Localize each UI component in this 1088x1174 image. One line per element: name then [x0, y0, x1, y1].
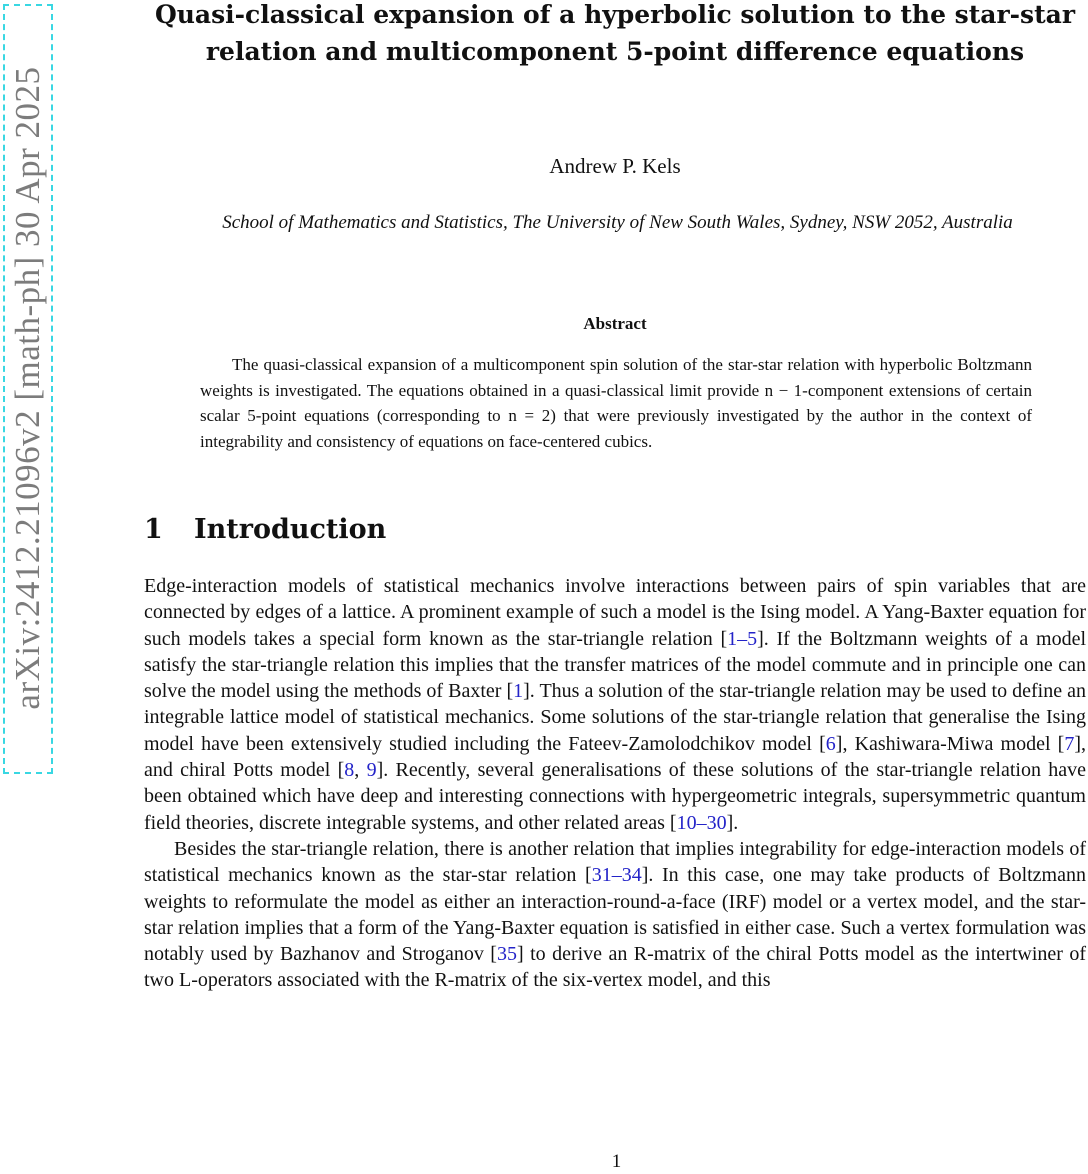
author-name: Andrew P. Kels [549, 154, 681, 178]
author-affiliation: School of Mathematics and Statistics, The University of New South Wales, Sydney, NSW 2052, Australia [222, 212, 1013, 233]
citation-link[interactable]: 10–30 [676, 811, 727, 834]
citation-link[interactable]: 7 [1064, 732, 1075, 755]
section-heading [144, 514, 386, 545]
citation-link[interactable]: 31–34 [591, 864, 642, 887]
section-number: 1 [144, 514, 163, 545]
body-text [144, 573, 1086, 994]
citation-link[interactable]: 35 [496, 943, 517, 966]
abstract-text: The quasi-classical expansion of a multicomponent spin solution of the star-star relation with hyperbolic Boltzmann weights is investigated. The equations obtained in a quasi-classical limit provide n − 1-component extensions of certain scalar 5-point equations (corresponding to n = 2) that were previously investigated by the author in the context of integrability and consistency of equations on face-centered cubics. [200, 355, 1032, 451]
arxiv-stamp[interactable]: arXiv:2412.21096v2 [math-ph] 30 Apr 2025 [8, 66, 47, 710]
citation-link[interactable]: 1 [513, 680, 524, 703]
citation-link[interactable]: 1–5 [727, 627, 758, 650]
section-title: Introduction [194, 514, 387, 545]
paragraph: Edge-interaction models of statistical mechanics involve interactions between pairs of spin variables that are connected by edges of a lattice. A prominent example of such a model is the Ising model. A Yang-Baxter equation for such models takes a special form known as the star-triangle relation [1–5]. If the Boltzmann weights of a model satisfy the star-triangle relation this implies that the transfer matrices of the model commute and in principle one can solve the model using the methods of Baxter [1]. Thus a solution of the star-triangle relation may be used to define an integrable lattice model of statistical mechanics. Some solutions of the star-triangle relation that generalise the Ising model have been extensively studied including the Fateev-Zamolodchikov model [6], Kashiwara-Miwa model [7], and chiral Potts model [8, 9]. Recently, several generalisations of these solutions of the star-triangle relation have been obtained which have deep and interesting connections with hypergeometric integrals, supersymmetric quantum field theories, discrete integrable systems, and other related areas [10–30]. [144, 575, 1087, 834]
abstract-heading: Abstract [583, 314, 647, 333]
citation-link[interactable]: 8 [344, 759, 355, 782]
paper-title: Quasi-classical expansion of a hyperbolic solution to the star-star relation and multicomponent 5-point difference equations [154, 0, 1076, 66]
paragraph: Besides the star-triangle relation, there is another relation that implies integrability for edge-interaction models of statistical mechanics known as the star-star relation [31–34]. In this case, one may take products of Boltzmann weights to reformulate the model as either an interaction-round-a-face (IRF) model or a vertex model, and the star-star relation implies that a form of the Yang-Baxter equation is satisfied in either case. Such a vertex formulation was notably used by Bazhanov and Stroganov [35] to derive an R-matrix of the chiral Potts model as the intertwiner of two L-operators associated with the R-matrix of the six-vertex model, and this [144, 837, 1087, 992]
citation-link[interactable]: 6 [825, 732, 836, 755]
page-number: 1 [611, 1151, 622, 1172]
citation-link[interactable]: 9 [366, 759, 377, 782]
